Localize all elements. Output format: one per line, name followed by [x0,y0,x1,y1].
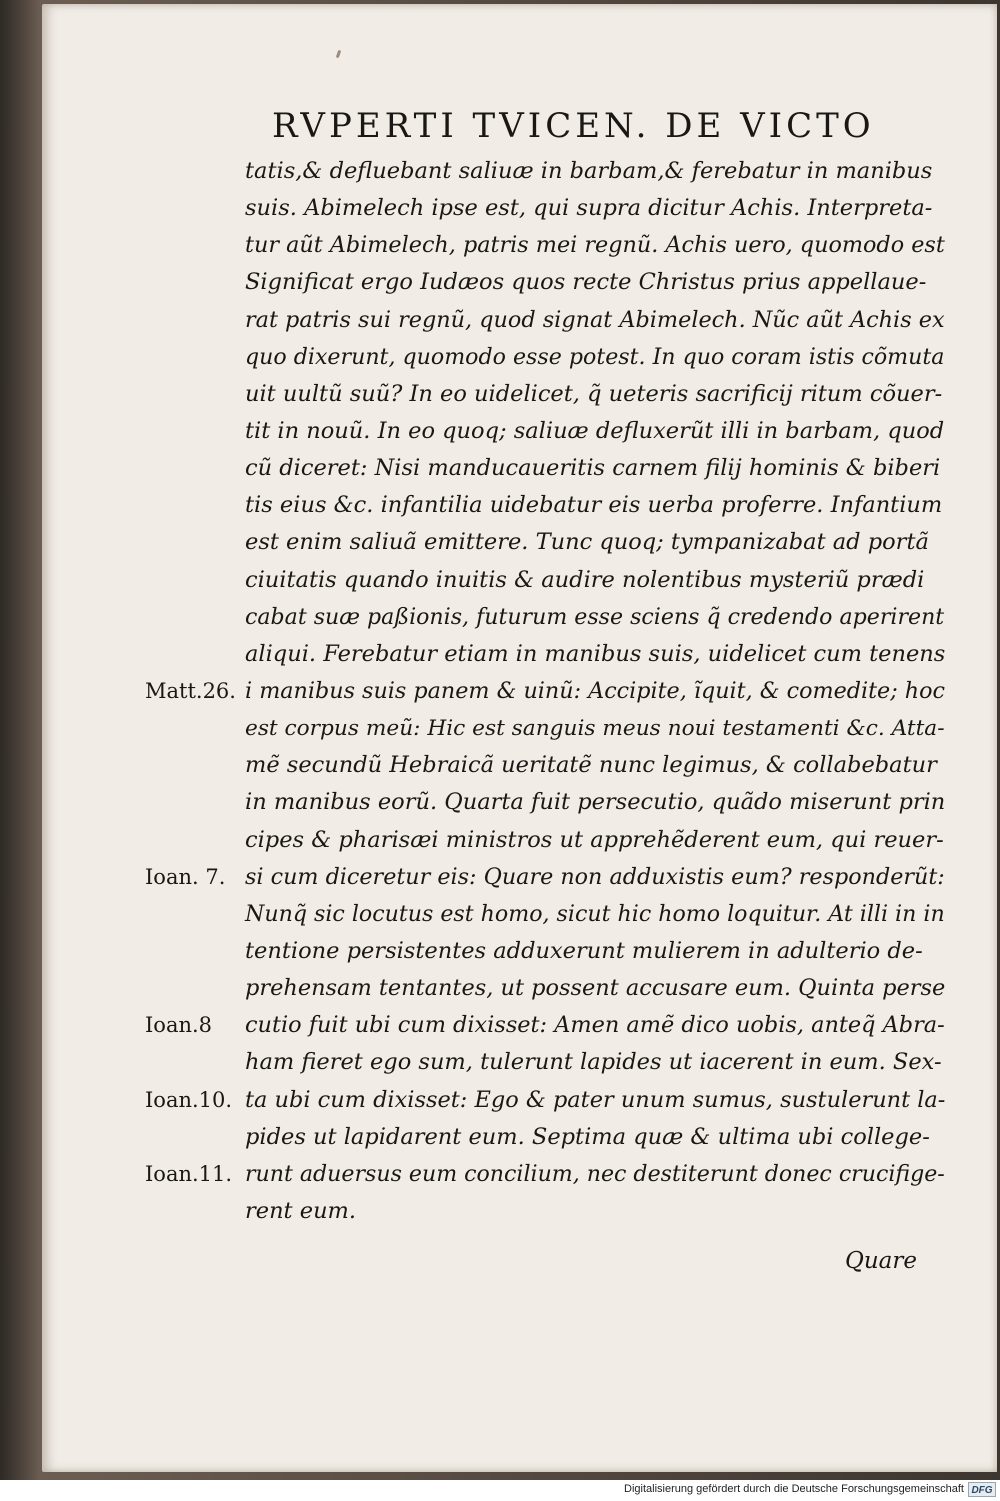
marginal-note: Ioan.10. [145,1087,233,1112]
text-line: aliqui. Ferebatur etiam in manibus suis, uidelicet cum tenens [245,640,946,667]
text-line: Nunq̃ sic locutus est homo, sicut hic homo loquitur. At illi in in [245,900,945,927]
text-line: rent eum. [245,1197,357,1224]
ink-speck [336,50,342,59]
text-line: si cum diceretur eis: Quare non adduxistis eum? responderũt: [245,863,945,890]
marginal-note: Matt.26. [145,679,236,704]
marginal-note: Ioan.11. [145,1162,233,1187]
text-line: tit in nouũ. In eo quoq; saliuæ defluxerũt illi in barbam, quod [245,417,945,444]
text-line: tur aũt Abimelech, patris mei regnũ. Achis uero, quomodo est [245,232,945,259]
text-line: est enim saliuã emittere. Tunc quoq; tympanizabat ad portã [245,529,929,556]
text-line: i manibus suis panem & uinũ: Accipite, ĩquit, & comedite; hoc [245,677,945,704]
text-line: pides ut lapidarent eum. Septima quæ & ultima ubi college- [245,1123,930,1150]
text-line: tentione persistentes adduxerunt mulierem in adulterio de- [245,937,923,964]
text-line: cũ diceret: Nisi manducaueritis carnem filij hominis & biberi [245,455,941,482]
text-line: uit uultũ suũ? In eo uidelicet, q̃ ueteris sacrificij ritum cõuer- [245,380,943,407]
dfg-logo: DFG [968,1482,996,1497]
running-head: RVPERTI TVICEN. DE VICTO [272,106,875,146]
text-line: runt aduersus eum concilium, nec destiterunt donec crucifige- [245,1160,945,1187]
text-line: ciuitatis quando inuitis & audire nolentibus mysteriũ prædi [245,566,925,593]
marginal-notes [0,0,240,1400]
text-line: rat patris sui regnũ, quod signat Abimelech. Nũc aũt Achis ex [245,306,945,333]
text-line: cabat suæ paßionis, futurum esse sciens q̃ credendo aperirent [245,603,945,630]
text-line: est corpus meũ: Hic est sanguis meus noui testamenti &c. Atta- [245,716,945,742]
catchword: Quare [845,1248,917,1274]
text-line: prehensam tentantes, ut possent accusare eum. Quinta perse [245,975,946,1002]
text-line: cipes & pharisæi ministros ut apprehẽderent eum, qui reuer- [245,826,944,853]
text-line: tis eius &c. infantilia uidebatur eis uerba proferre. Infantium [245,492,943,519]
text-line: ham fieret ego sum, tulerunt lapides ut iacerent in eum. Sex- [245,1049,942,1076]
text-line: cutio fuit ubi cum dixisset: Amen amẽ dico uobis, anteq̃ Abra- [245,1012,945,1039]
marginal-note: Ioan. 7. [145,864,226,889]
marginal-note: Ioan.8 [145,1013,213,1038]
text-line: ta ubi cum dixisset: Ego & pater unum sumus, sustulerunt la- [245,1086,946,1113]
text-line: tatis,& defluebant saliuæ in barbam,& ferebatur in manibus [245,158,933,184]
text-line: mẽ secundũ Hebraicã ueritatẽ nunc legimus, & collabebatur [245,752,937,779]
text-line: suis. Abimelech ipse est, qui supra dicitur Achis. Interpreta- [245,195,933,222]
body-text [245,153,945,1230]
text-line: Significat ergo Iudæos quos recte Christus prius appellaue- [245,269,927,296]
footer-credit: Digitalisierung gefördert durch die Deutsche Forschungsgemeinschaft [624,1483,964,1495]
text-line: quo dixerunt, quomodo esse potest. In quo coram istis cõmuta [245,343,945,370]
text-line: in manibus eorũ. Quarta fuit persecutio, quãdo miserunt prin [245,789,946,816]
